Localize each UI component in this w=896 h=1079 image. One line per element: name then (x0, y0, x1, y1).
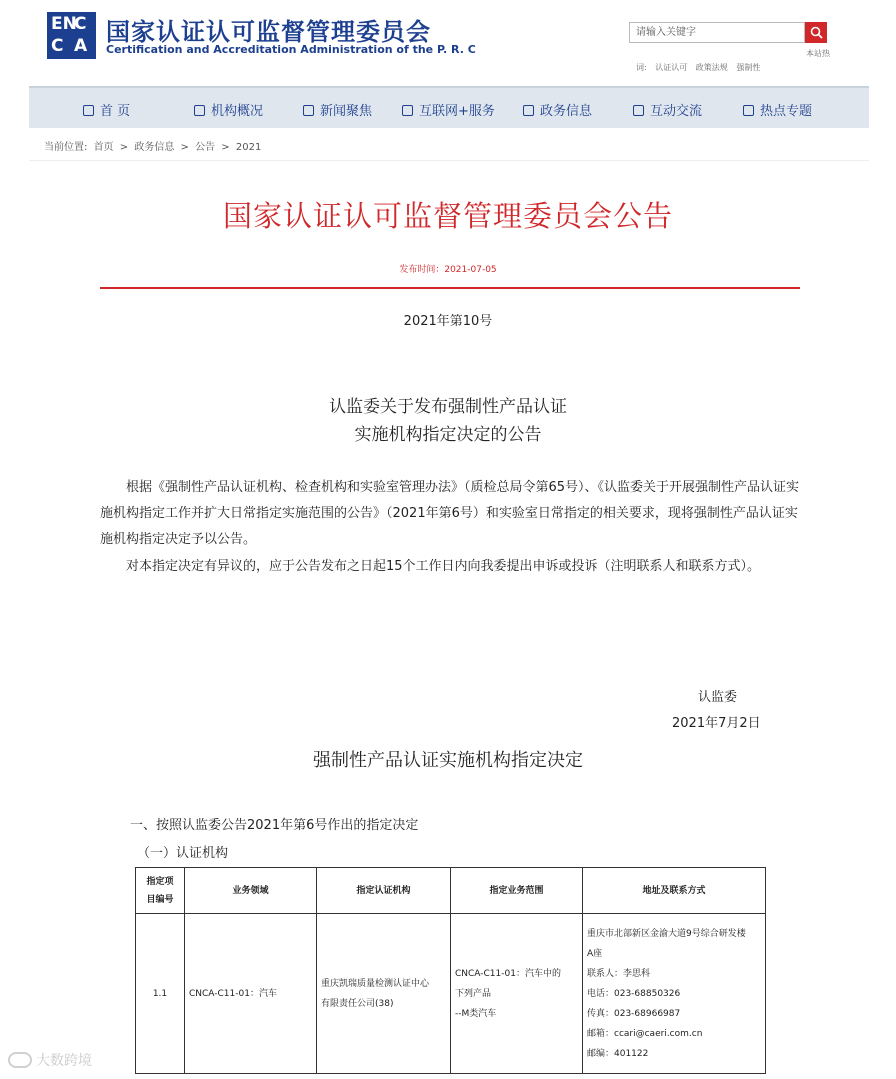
nav-item-gov-info[interactable] (523, 100, 592, 119)
cell-text: 有限责任公司(38) (321, 998, 394, 1009)
nav-label: 新闻聚焦 (320, 104, 373, 119)
cell-text: 下列产品 (455, 988, 492, 999)
hot-word-link[interactable]: 政策法规 (695, 63, 728, 72)
logo-letter: EN (51, 14, 77, 34)
hot-word-link[interactable]: 强制性 (736, 63, 761, 72)
nav-item-topics[interactable] (743, 100, 812, 119)
monitor-icon (402, 105, 413, 116)
cell-text: A座 (587, 948, 603, 959)
hot-word-link[interactable]: 认证认可 (655, 63, 688, 72)
header-text: 目编号 (146, 894, 174, 905)
search-button[interactable] (805, 22, 827, 43)
home-icon (83, 105, 94, 116)
nav-label: 政务信息 (540, 104, 593, 119)
logo-letter: C (51, 36, 64, 56)
table-header-row (136, 868, 766, 914)
breadcrumb-prefix: 当前位置: (44, 142, 88, 153)
cell-contact (583, 914, 766, 1074)
title-divider (100, 287, 800, 289)
subsection-heading: （一）认证机构 (137, 846, 229, 861)
col-header-no (136, 868, 185, 914)
signature: 认监委 (698, 690, 738, 705)
chat-icon (523, 105, 534, 116)
article-title: 国家认证认可监督管理委员会公告 (222, 199, 673, 233)
cell-text: 联系人：李思科 (587, 968, 651, 979)
nav-label: 热点专题 (760, 104, 813, 119)
breadcrumb-link[interactable]: 公告 (195, 142, 216, 153)
breadcrumb-link[interactable]: 政务信息 (134, 142, 175, 153)
breadcrumb-sep: > (119, 142, 129, 153)
watermark-text: 大数跨境 (36, 1053, 92, 1069)
header-text: 指定项 (146, 876, 174, 887)
breadcrumb-sep: > (180, 142, 189, 153)
bubble-icon (743, 105, 754, 116)
announcement-subject (0, 393, 896, 449)
decision-title: 强制性产品认证实施机构指定决定 (313, 750, 583, 771)
nav-item-services[interactable] (402, 100, 495, 119)
watermark (8, 1050, 92, 1070)
cell-text: 邮编：401122 (587, 1048, 649, 1059)
cell-no: 1.1 (136, 914, 185, 1074)
nav-item-news[interactable] (303, 100, 372, 119)
body-paragraph (100, 475, 800, 553)
nav-item-home[interactable] (83, 100, 130, 119)
hot-words (636, 62, 766, 73)
col-header-contact: 地址及联系方式 (583, 868, 766, 914)
nav-item-about[interactable] (194, 100, 263, 119)
nav-label: 互动交流 (650, 104, 703, 119)
megaphone-icon (303, 105, 314, 116)
table-row (136, 914, 766, 1074)
site-header (0, 0, 896, 86)
cell-text: 重庆凯瑞质量检测认证中心 (321, 978, 430, 989)
cell-text[interactable]: 邮箱：ccari@caeri.com.cn (587, 1028, 703, 1039)
col-header-domain: 业务领域 (185, 868, 317, 914)
col-header-org: 指定认证机构 (317, 868, 451, 914)
cell-text: 传真：023-68966987 (587, 1008, 681, 1019)
publish-time: 发布时间：2021-07-05 (399, 265, 497, 275)
watermark-icon (8, 1052, 32, 1068)
paragraph-text: 对本指定决定有异议的，应于公告发布之日起15个工作日内向我委提出申诉或投诉（注明联系人和联系方式）。 (126, 559, 761, 574)
site-hot-label: 本站热 (806, 49, 830, 58)
main-nav (29, 86, 869, 128)
cell-text: CNCA-C11-01：汽车中的 (455, 968, 561, 979)
cell-org (317, 914, 451, 1074)
nav-label: 互联网+服务 (419, 104, 495, 119)
site-title[interactable]: 国家认证认可监督管理委员会 (106, 18, 431, 46)
cell-domain: CNCA-C11-01：汽车 (185, 914, 317, 1074)
breadcrumb-sep: > (221, 142, 230, 153)
search-input[interactable]: 请输入关键字 (629, 22, 805, 43)
col-header-scope: 指定业务范围 (451, 868, 583, 914)
body-paragraph (100, 554, 800, 580)
section-heading: 一、按照认监委公告2021年第6号作出的指定决定 (130, 818, 419, 833)
cell-text: 重庆市北部新区金渝大道9号综合研发楼 (587, 928, 746, 939)
cell-scope (451, 914, 583, 1074)
cell-text: 电话：023-68850326 (587, 988, 681, 999)
subject-line: 认监委关于发布强制性产品认证 (329, 397, 567, 417)
divider (29, 160, 869, 161)
cnca-logo[interactable] (47, 12, 96, 59)
hot-words-label: 词: (636, 63, 647, 72)
search-icon (810, 26, 823, 39)
nav-label: 机构概况 (211, 104, 264, 119)
cell-text: --M类汽车 (455, 1008, 497, 1019)
breadcrumb (44, 138, 264, 153)
site-subtitle: Certification and Accreditation Administration of the P. R. C (106, 43, 476, 56)
building-icon (194, 105, 205, 116)
logo-letter: A (74, 36, 88, 56)
breadcrumb-link[interactable]: 首页 (93, 142, 114, 153)
paragraph-text: 根据《强制性产品认证机构、检查机构和实验室管理办法》（质检总局令第65号）、《认监委关于开展强制性产品认证实施机构指定工作并扩大日常指定实施范围的公告》（2021年第6号）和实验室日常指定的相关要求，现将强制性产品认证实施机构指定决定予以公告。 (100, 480, 800, 547)
sign-date: 2021年7月2日 (672, 716, 761, 731)
logo-letter: C (74, 14, 87, 34)
subject-line: 实施机构指定决定的公告 (354, 425, 542, 445)
edit-icon (633, 105, 644, 116)
breadcrumb-link[interactable]: 2021 (235, 142, 262, 153)
designation-table (135, 867, 766, 1074)
document-number: 2021年第10号 (403, 314, 493, 329)
nav-label: 首 页 (100, 104, 131, 119)
nav-item-interaction[interactable] (633, 100, 702, 119)
